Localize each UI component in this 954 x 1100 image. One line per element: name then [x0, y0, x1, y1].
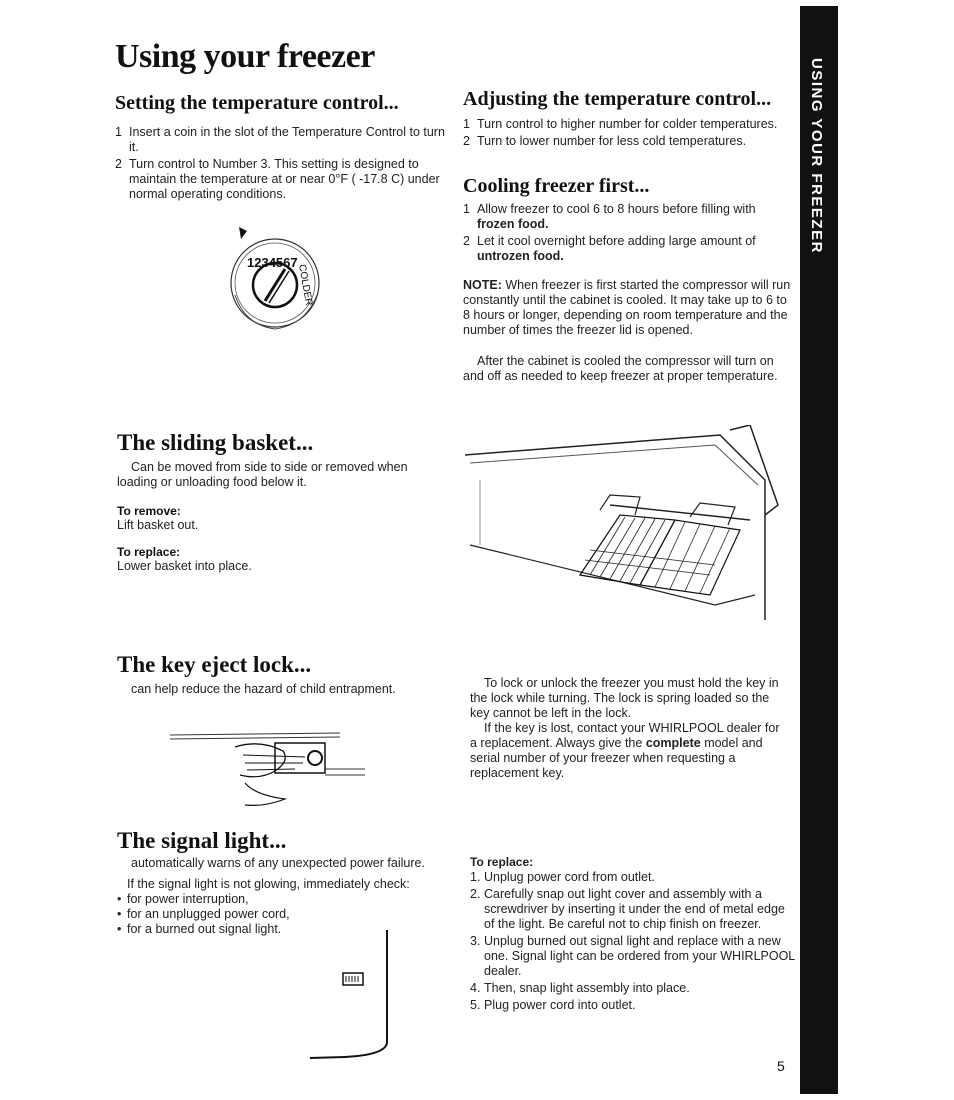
- signal-light-illustration: [305, 925, 400, 1065]
- basket-intro: Can be moved from side to side or removed when loading or unloading food below it.: [117, 460, 408, 489]
- sliding-basket-illustration: [460, 425, 780, 625]
- list-item: 2 Let it cool overnight before adding large amount of untrozen food.: [463, 234, 756, 263]
- basket-remove-text: Lift basket out.: [117, 518, 199, 532]
- list-item: • for a burned out signal light.: [117, 922, 447, 937]
- list-item: 4. Then, snap light assembly into place.: [470, 981, 690, 995]
- signal-check-text: If the signal light is not glowing, immediately check:: [127, 877, 410, 891]
- list-item: • for power interruption,: [117, 892, 447, 907]
- basket-heading: The sliding basket...: [117, 430, 314, 455]
- sidebar-label: USING YOUR FREEZER: [808, 58, 825, 254]
- basket-remove-label: To remove:: [117, 504, 181, 518]
- signal-replace-section: [470, 855, 795, 1015]
- temperature-dial-illustration: [225, 225, 325, 335]
- cooling-heading: Cooling freezer first...: [463, 175, 650, 197]
- section-adjusting: [463, 88, 793, 151]
- section-cooling: [463, 175, 791, 384]
- list-item: 1 Turn control to higher number for colder temperatures.: [463, 117, 778, 131]
- section-signal: [117, 828, 447, 937]
- list-item: • for an unplugged power cord,: [117, 907, 447, 922]
- signal-replace-steps: [470, 870, 795, 1013]
- page-number: 5: [777, 1058, 785, 1074]
- list-item: 1 Insert a coin in the slot of the Temperature Control to turn it.: [115, 125, 445, 154]
- signal-replace-label: To replace:: [470, 855, 534, 869]
- keylock-details: [470, 676, 780, 781]
- dial-numbers: 1234567: [247, 255, 298, 270]
- adjusting-steps: [463, 117, 793, 149]
- list-item: 1. Unplug power cord from outlet.: [470, 870, 655, 884]
- basket-replace-text: Lower basket into place.: [117, 559, 252, 573]
- section-basket: [117, 430, 447, 574]
- signal-heading: The signal light...: [117, 828, 287, 853]
- basket-replace-label: To replace:: [117, 545, 181, 559]
- key-lock-illustration: [165, 725, 375, 815]
- dial-label-colder: COLDER: [296, 263, 315, 307]
- adjusting-heading: Adjusting the temperature control...: [463, 88, 772, 110]
- keylock-p1: To lock or unlock the freezer you must hold the key in the lock while turning. The lock is spring loaded so the key cannot be left in the lock.: [470, 676, 779, 720]
- cooling-steps: [463, 202, 791, 264]
- list-item: 2. Carefully snap out light cover and assembly with a screwdriver by inserting it under the end of metal edge of the light. Be careful not to chip finish on freezer.: [470, 887, 785, 931]
- list-item: 5. Plug power cord into outlet.: [470, 998, 636, 1012]
- signal-intro: automatically warns of any unexpected power failure.: [131, 856, 425, 870]
- cooling-after-text: After the cabinet is cooled the compressor will turn on and off as needed to keep freezer at proper temperature.: [463, 354, 778, 383]
- keylock-intro: can help reduce the hazard of child entrapment.: [131, 682, 396, 696]
- list-item: 2 Turn control to Number 3. This setting is designed to maintain the temperature at or near 0°F ( -17.8 C) under normal operating conditions.: [115, 157, 440, 201]
- setting-steps: [115, 125, 445, 202]
- keylock-heading: The key eject lock...: [117, 652, 312, 677]
- list-item: 1 Allow freezer to cool 6 to 8 hours before filling with frozen food.: [463, 202, 756, 231]
- list-item: 2 Turn to lower number for less cold temperatures.: [463, 134, 747, 148]
- list-item: 3. Unplug burned out signal light and replace with a new one. Signal light can be ordered from your WHIRLPOOL dealer.: [470, 934, 795, 978]
- setting-heading: Setting the temperature control...: [115, 92, 399, 114]
- section-keylock: [117, 652, 427, 697]
- section-setting: [115, 92, 445, 204]
- cooling-note: NOTE: When freezer is first started the compressor will run constantly until the cabinet is cooled. It may take up to 6 to 8 hours or longer, depending on room temperature and the number of times the freezer lid is opened.: [463, 278, 791, 337]
- sidebar-tab: [800, 6, 838, 1094]
- keylock-p2: If the key is lost, contact your WHIRLPOOL dealer for a replacement. Always give the complete model and serial number of your freezer when requesting a replacement key.: [470, 721, 780, 780]
- page-title: Using your freezer: [115, 38, 375, 75]
